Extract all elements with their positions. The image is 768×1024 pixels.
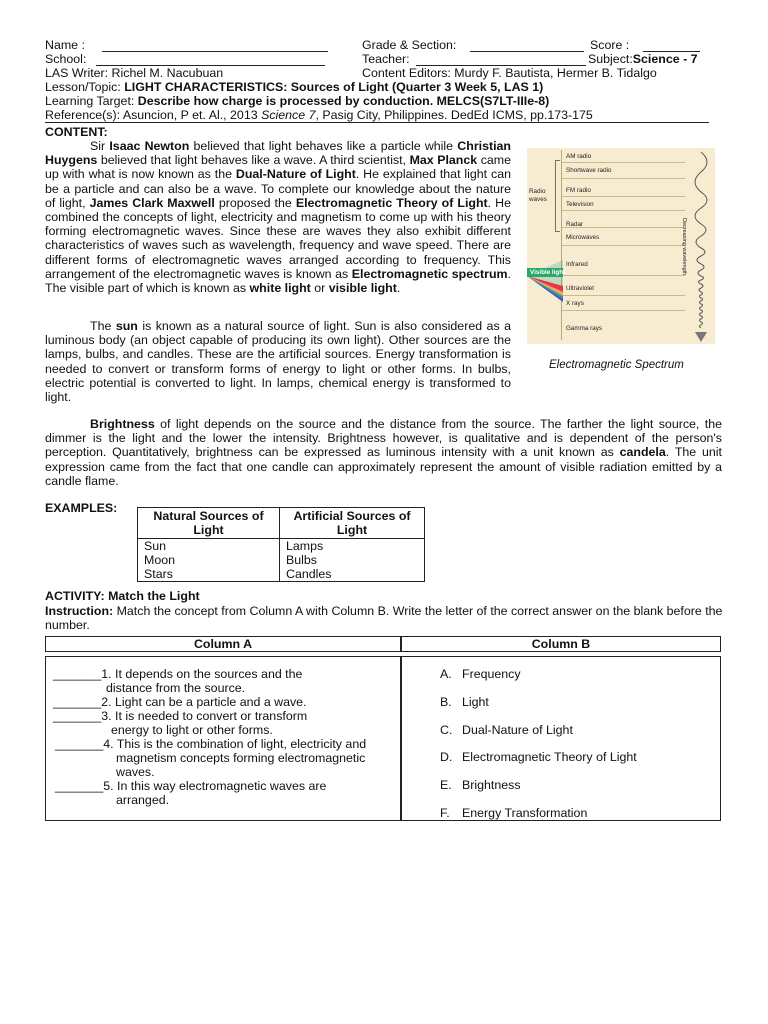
item-1-cont: distance from the source.: [106, 681, 246, 695]
item-3-cont: energy to light or other forms.: [111, 723, 273, 737]
item-3: _______3. It is needed to convert or transform: [53, 709, 308, 723]
table-cell: Sun: [138, 539, 280, 554]
item-1: _______1. It depends on the sources and the: [53, 667, 303, 681]
visible-light-label: Visible light: [530, 269, 566, 276]
band-label: Ultraviolet: [566, 285, 594, 292]
band-label: AM radio: [566, 153, 592, 160]
artificial-sources-header: Artificial Sources of Light: [280, 508, 425, 539]
choice-c: C. Dual-Nature of Light: [440, 723, 573, 737]
choice-a: A. Frequency: [440, 667, 521, 681]
examples-table: [137, 507, 425, 582]
score-label: Score :: [590, 38, 630, 52]
table-row: [138, 553, 425, 567]
reference-underline: [45, 122, 709, 123]
item-5-cont: arranged.: [116, 793, 170, 807]
band-label: FM radio: [566, 187, 591, 194]
answer-blank[interactable]: _______: [53, 695, 102, 709]
electromagnetic-spectrum-figure: [527, 148, 715, 344]
table-row: [138, 539, 425, 554]
natural-sources-header: Natural Sources of Light: [138, 508, 280, 539]
band-label: Television: [566, 201, 594, 208]
teacher-blank[interactable]: [416, 52, 586, 66]
reference: Reference(s): Asuncion, P et. Al., 2013 Science 7, Pasig City, Philippines. DedEd ICMS, pp.173-175: [45, 108, 593, 122]
paragraph-brightness: Brightness of light depends on the source and the distance from the source. The farther the light source, the dimmer is the light and the lower the intensity. Brightness however, is qualitative and is dependent of the person's perception. Quantitatively, brightness can be expressed as luminous intensity with a unit known as candela. The unit expression came from the fact that one candle can approximately represent the amount of visible radiation emitted by a candle flame.: [45, 417, 722, 488]
teacher-label: Teacher:: [362, 52, 410, 66]
band-label: Microwaves: [566, 234, 600, 241]
table-cell: Bulbs: [280, 553, 425, 567]
table-cell: Stars: [138, 567, 280, 582]
band-label: Gamma rays: [566, 325, 603, 332]
content-heading: CONTENT:: [45, 125, 108, 139]
choice-f: F. Energy Transformation: [440, 806, 588, 820]
examples-label: EXAMPLES:: [45, 501, 118, 515]
answer-blank[interactable]: _______: [53, 667, 102, 681]
choice-b: B. Light: [440, 695, 489, 709]
activity-title: ACTIVITY: Match the Light: [45, 589, 200, 603]
wavelength-wave: [687, 148, 715, 344]
name-label: Name :: [45, 38, 85, 52]
subject: Subject:Science - 7: [588, 52, 698, 66]
item-2: _______2. Light can be a particle and a wave.: [53, 695, 307, 709]
item-5: _______5. In this way electromagnetic waves are: [55, 779, 327, 793]
item-4-cont2: waves.: [116, 765, 155, 779]
content-editors: Content Editors: Murdy F. Bautista, Hermer B. Tidalgo: [362, 66, 657, 80]
lesson-topic: Lesson/Topic: LIGHT CHARACTERISTICS: Sources of Light (Quarter 3 Week 5, LAS 1): [45, 80, 544, 94]
grade-label: Grade & Section:: [362, 38, 457, 52]
band-label: Shortwave radio: [566, 167, 612, 174]
activity-instruction: Instruction: Match the concept from Column A with Column B. Write the letter of the correct answer on the blank before the number.: [45, 604, 723, 633]
band-label: X rays: [566, 300, 584, 307]
table-cell: Candles: [280, 567, 425, 582]
answer-blank[interactable]: _______: [55, 737, 104, 751]
grade-blank[interactable]: [470, 38, 584, 52]
item-4: _______4. This is the combination of light, electricity and: [55, 737, 367, 751]
visible-light-prism: [527, 258, 567, 306]
wavelength-label: Decreasing wavelength: [681, 218, 687, 276]
las-writer: LAS Writer: Richel M. Nacubuan: [45, 66, 224, 80]
table-cell: Moon: [138, 553, 280, 567]
band-label: Radar: [566, 221, 584, 228]
paragraph-nature-of-light: Sir Isaac Newton believed that light behaves like a particle while Christian Huygens believed that light behaves like a wave. A third scientist, Max Planck came up with what is now known as the Dual-Nature of Light. He explained that light can be a particle and can also be a wave. To complete our knowledge about the nature of light, James Clark Maxwell proposed the Electromagnetic Theory of Light. He combined the concepts of light, electricity and magnetism to come up with his theory forming electromagnetic waves. Since these are waves they also exhibit different characteristics of waves such as wavelength, frequency and wave speed. There are different forms of electromagnetic waves arranged according to frequency. This arrangement of the electromagnetic waves is known as Electromagnetic spectrum. The visible part of which is known as white light or visible light.: [45, 139, 511, 296]
school-blank[interactable]: [96, 52, 325, 66]
answer-blank[interactable]: _______: [53, 709, 102, 723]
answer-blank[interactable]: _______: [55, 779, 104, 793]
column-a-header: Column A: [45, 636, 401, 652]
radio-waves-label: Radio waves: [529, 188, 547, 203]
paragraph-sources: The sun is known as a natural source of light. Sun is also considered as a luminous body (an object capable of producing its own light). Other sources are the lamps, bulbs, and candles. These are the artificial sources. Energy transformation is needed to convert or transform forms of energy to light or other forms. In bulbs, electric potential is converted to light. In lamps, chemical energy is transformed to light.: [45, 319, 512, 405]
score-blank[interactable]: [643, 38, 700, 52]
band-label: Infrared: [566, 261, 588, 268]
choice-d: D. Electromagnetic Theory of Light: [440, 750, 637, 764]
figure-caption: Electromagnetic Spectrum: [549, 359, 684, 371]
learning-target: Learning Target: Describe how charge is processed by conduction. MELCS(S7LT-IIIe-8): [45, 94, 550, 108]
item-4-cont: magnetism concepts forming electromagnetic: [116, 751, 366, 765]
name-blank[interactable]: [102, 38, 328, 52]
school-label: School:: [45, 52, 87, 66]
column-b-header: Column B: [401, 636, 721, 652]
table-row: [138, 567, 425, 582]
choice-e: E. Brightness: [440, 778, 521, 792]
table-cell: Lamps: [280, 539, 425, 554]
